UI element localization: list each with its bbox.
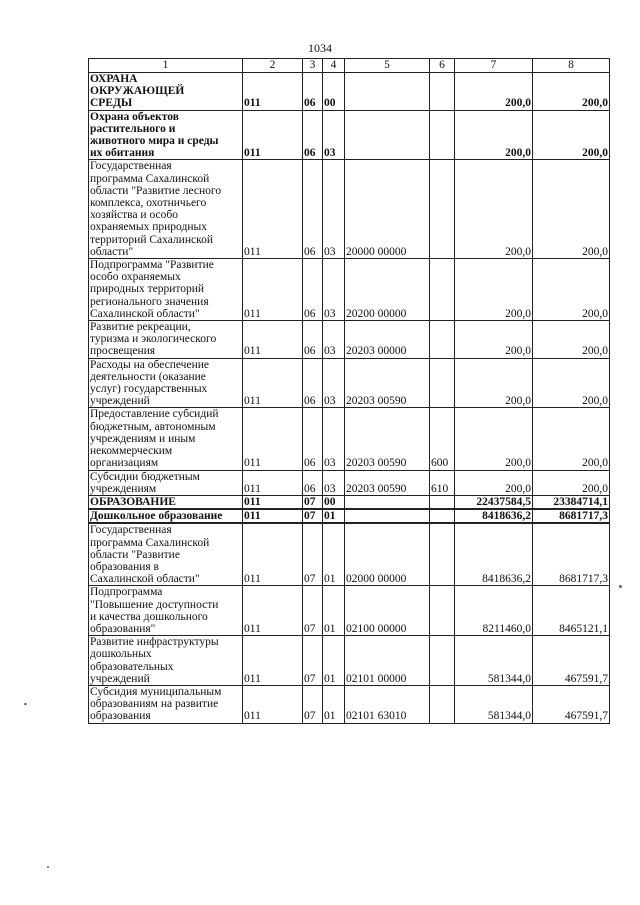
target-article-cell <box>345 495 430 509</box>
column-header: 4 <box>323 59 345 73</box>
target-article-cell: 02101 00000 <box>345 636 430 686</box>
amount-year1-cell: 200,0 <box>455 470 533 495</box>
row-name-cell: Субсидии бюджетным учреждениям <box>89 470 243 495</box>
scan-speck <box>24 703 27 705</box>
subsection-cell: 01 <box>323 523 345 586</box>
subsection-cell: 01 <box>323 509 345 523</box>
target-article-cell: 20203 00000 <box>345 321 430 359</box>
amount-year1-cell: 8211460,0 <box>455 586 533 636</box>
row-name-cell: Государственная программа Сахалинской области "Развитие образования в Сахалинской области" <box>89 523 243 586</box>
section-cell: 06 <box>303 470 323 495</box>
admin-code-cell: 011 <box>243 358 303 408</box>
amount-year2-cell: 467591,7 <box>533 685 610 723</box>
section-cell: 07 <box>303 636 323 686</box>
subsection-cell: 01 <box>323 685 345 723</box>
admin-code-cell: 011 <box>243 73 303 111</box>
row-name-cell: ОБРАЗОВАНИЕ <box>89 495 243 509</box>
section-cell: 07 <box>303 509 323 523</box>
amount-year1-cell: 200,0 <box>455 160 533 259</box>
target-article-cell: 20200 00000 <box>345 259 430 321</box>
amount-year1-cell: 22437584,5 <box>455 495 533 509</box>
subsection-cell: 01 <box>323 586 345 636</box>
row-name-cell: Подпрограмма "Повышение доступности и качества дошкольного образования" <box>89 586 243 636</box>
section-cell: 07 <box>303 495 323 509</box>
table-row <box>89 408 610 470</box>
expense-type-cell <box>430 586 455 636</box>
table-row <box>89 636 610 686</box>
amount-year2-cell: 200,0 <box>533 358 610 408</box>
table-header-row <box>89 59 610 73</box>
table-row <box>89 523 610 586</box>
subsection-cell: 03 <box>323 358 345 408</box>
amount-year1-cell: 200,0 <box>455 110 533 160</box>
admin-code-cell: 011 <box>243 509 303 523</box>
target-article-cell: 20203 00590 <box>345 408 430 470</box>
subsection-cell: 01 <box>323 636 345 686</box>
amount-year2-cell: 200,0 <box>533 160 610 259</box>
admin-code-cell: 011 <box>243 110 303 160</box>
row-name-cell: Развитие инфраструктуры дошкольных образовательных учреждений <box>89 636 243 686</box>
amount-year1-cell: 581344,0 <box>455 685 533 723</box>
amount-year2-cell: 200,0 <box>533 73 610 111</box>
expense-type-cell: 610 <box>430 470 455 495</box>
amount-year1-cell: 8418636,2 <box>455 509 533 523</box>
subsection-cell: 03 <box>323 259 345 321</box>
amount-year1-cell: 581344,0 <box>455 636 533 686</box>
column-header: 2 <box>243 59 303 73</box>
expense-type-cell <box>430 509 455 523</box>
column-header: 6 <box>430 59 455 73</box>
row-name-cell: Субсидия муниципальным образованиям на развитие образования <box>89 685 243 723</box>
section-cell: 07 <box>303 685 323 723</box>
table-row <box>89 259 610 321</box>
section-cell: 07 <box>303 523 323 586</box>
expense-type-cell <box>430 685 455 723</box>
amount-year2-cell: 467591,7 <box>533 636 610 686</box>
expense-type-cell <box>430 636 455 686</box>
target-article-cell: 20203 00590 <box>345 358 430 408</box>
page-number: 1034 <box>308 41 332 55</box>
subsection-cell: 03 <box>323 160 345 259</box>
expense-type-cell: 600 <box>430 408 455 470</box>
column-header: 8 <box>533 59 610 73</box>
admin-code-cell: 011 <box>243 470 303 495</box>
amount-year2-cell: 200,0 <box>533 321 610 359</box>
row-name-cell: ОХРАНА ОКРУЖАЮЩЕЙ СРЕДЫ <box>89 73 243 111</box>
amount-year2-cell: 200,0 <box>533 110 610 160</box>
table-row <box>89 509 610 523</box>
expense-type-cell <box>430 321 455 359</box>
table-row <box>89 110 610 160</box>
subsection-cell: 03 <box>323 408 345 470</box>
section-cell: 06 <box>303 160 323 259</box>
amount-year1-cell: 200,0 <box>455 408 533 470</box>
target-article-cell <box>345 110 430 160</box>
admin-code-cell: 011 <box>243 495 303 509</box>
target-article-cell: 20000 00000 <box>345 160 430 259</box>
amount-year2-cell: 8681717,3 <box>533 523 610 586</box>
target-article-cell: 02000 00000 <box>345 523 430 586</box>
admin-code-cell: 011 <box>243 321 303 359</box>
subsection-cell: 03 <box>323 321 345 359</box>
amount-year2-cell: 200,0 <box>533 408 610 470</box>
section-cell: 07 <box>303 586 323 636</box>
target-article-cell: 20203 00590 <box>345 470 430 495</box>
amount-year1-cell: 200,0 <box>455 73 533 111</box>
subsection-cell: 03 <box>323 110 345 160</box>
amount-year2-cell: 8681717,3 <box>533 509 610 523</box>
target-article-cell <box>345 509 430 523</box>
amount-year1-cell: 200,0 <box>455 259 533 321</box>
row-name-cell: Развитие рекреации, туризма и экологического просвещения <box>89 321 243 359</box>
admin-code-cell: 011 <box>243 685 303 723</box>
subsection-cell: 03 <box>323 470 345 495</box>
admin-code-cell: 011 <box>243 160 303 259</box>
amount-year1-cell: 200,0 <box>455 358 533 408</box>
table-row <box>89 321 610 359</box>
target-article-cell: 02100 00000 <box>345 586 430 636</box>
expense-type-cell <box>430 73 455 111</box>
table-row <box>89 470 610 495</box>
section-cell: 06 <box>303 110 323 160</box>
table-row <box>89 685 610 723</box>
section-cell: 06 <box>303 358 323 408</box>
expense-type-cell <box>430 358 455 408</box>
table-row <box>89 586 610 636</box>
row-name-cell: Подпрограмма "Развитие особо охраняемых природных территорий регионального значения Сахалинской области" <box>89 259 243 321</box>
table-row <box>89 358 610 408</box>
admin-code-cell: 011 <box>243 408 303 470</box>
scan-speck <box>619 585 622 588</box>
admin-code-cell: 011 <box>243 586 303 636</box>
row-name-cell: Дошкольное образование <box>89 509 243 523</box>
expense-type-cell <box>430 259 455 321</box>
amount-year2-cell: 200,0 <box>533 259 610 321</box>
row-name-cell: Предоставление субсидий бюджетным, автономным учреждениям и иным некоммерческим организациям <box>89 408 243 470</box>
row-name-cell: Охрана объектов растительного и животного мира и среды их обитания <box>89 110 243 160</box>
subsection-cell: 00 <box>323 495 345 509</box>
expense-type-cell <box>430 160 455 259</box>
target-article-cell: 02101 63010 <box>345 685 430 723</box>
section-cell: 06 <box>303 259 323 321</box>
admin-code-cell: 011 <box>243 259 303 321</box>
row-name-cell: Расходы на обеспечение деятельности (оказание услуг) государственных учреждений <box>89 358 243 408</box>
admin-code-cell: 011 <box>243 636 303 686</box>
column-header: 1 <box>89 59 243 73</box>
amount-year2-cell: 8465121,1 <box>533 586 610 636</box>
amount-year1-cell: 8418636,2 <box>455 523 533 586</box>
expense-type-cell <box>430 523 455 586</box>
target-article-cell <box>345 73 430 111</box>
row-name-cell: Государственная программа Сахалинской области "Развитие лесного комплекса, охотничьего хозяйства и особо охраняемых природных территорий Сахалинской области" <box>89 160 243 259</box>
subsection-cell: 00 <box>323 73 345 111</box>
table-row <box>89 73 610 111</box>
budget-table <box>88 58 610 724</box>
amount-year1-cell: 200,0 <box>455 321 533 359</box>
table-row <box>89 160 610 259</box>
amount-year2-cell: 23384714,1 <box>533 495 610 509</box>
table-row <box>89 495 610 509</box>
column-header: 7 <box>455 59 533 73</box>
expense-type-cell <box>430 110 455 160</box>
column-header: 3 <box>303 59 323 73</box>
amount-year2-cell: 200,0 <box>533 470 610 495</box>
column-header: 5 <box>345 59 430 73</box>
section-cell: 06 <box>303 73 323 111</box>
expense-type-cell <box>430 495 455 509</box>
section-cell: 06 <box>303 321 323 359</box>
scan-speck <box>47 866 49 868</box>
admin-code-cell: 011 <box>243 523 303 586</box>
section-cell: 06 <box>303 408 323 470</box>
